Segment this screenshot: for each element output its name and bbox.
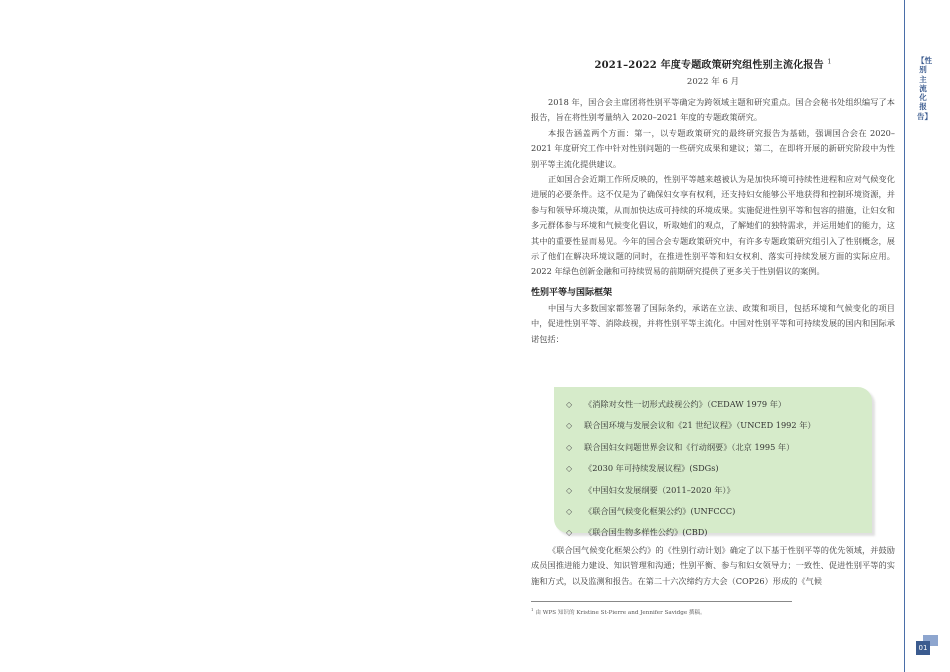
report-date: 2022 年 6 月	[686, 77, 740, 87]
diamond-bullet-icon: ◇	[566, 464, 573, 474]
commitment-item: ◇ 联合国环境与发展会议和《21 世纪议程》（UNCED 1992 年）	[566, 415, 872, 436]
report-content	[531, 52, 895, 347]
diamond-bullet-icon: ◇	[566, 485, 573, 495]
section-heading: 性别平等与国际框架	[531, 287, 613, 298]
commitments-box	[554, 387, 872, 538]
commitment-item: ◇ 《2030 年可持续发展议程》(SDGs)	[566, 458, 872, 479]
page-number: 01	[916, 641, 930, 655]
diamond-bullet-icon: ◇	[566, 528, 573, 538]
diamond-bullet-icon: ◇	[566, 507, 573, 517]
paragraph-scope: 本报告涵盖两个方面：第一，以专题政策研究的最终研究报告为基础，强调国合会在 2020–2021 年度研究工作中针对性别问题的一些研究成果和建议；第二，在即将开展的新研究阶段中为性别平等主流化提供建议。	[531, 127, 895, 169]
diamond-bullet-icon: ◇	[566, 421, 573, 431]
diamond-bullet-icon: ◇	[566, 442, 573, 452]
after-box-content	[531, 543, 895, 589]
commitment-item: ◇ 《联合国生物多样性公约》(CBD)	[566, 522, 872, 543]
paragraph-intro: 2018 年，国合会主席团将性别平等确定为跨领域主题和研究重点。国合会秘书处组织编写了本报告，旨在将性别考量纳入 2020–2021 年度的专题政策研究。	[531, 97, 895, 123]
commitment-item: ◇ 《联合国气候变化框架公约》(UNFCCC)	[566, 501, 872, 522]
diamond-bullet-icon: ◇	[566, 400, 573, 409]
paragraph-gender-action-plan: 《联合国气候变化框架公约》的《性别行动计划》确定了以下基于性别平等的优先领域，并鼓励成员国推进能力建设、知识管理和沟通；性别平衡、参与和妇女领导力；一致性、促进性别平等的实施和方式，以及监测和报告。在第二十六次缔约方大会（COP26）形成的《气候	[531, 545, 895, 586]
paragraph-frameworks: 中国与大多数国家都签署了国际条约，承诺在立法、政策和项目，包括环境和气候变化的项目中，促进性别平等、消除歧视，并将性别平等主流化。中国对性别平等和可持续发展的国内和国际承诺包括：	[531, 302, 895, 344]
commitments-list	[554, 387, 872, 544]
commitment-item: ◇ 联合国妇女问题世界会议和《行动纲要》（北京 1995 年）	[566, 437, 872, 458]
page-edge-line	[904, 0, 905, 672]
report-title: 2021–2022 年度专题政策研究组性别主流化报告 $^1$	[594, 58, 832, 71]
paragraph-context: 正如国合会近期工作所反映的，性别平等越来越被认为是加快环境可持续性进程和应对气候变化进展的必要条件。这不仅是为了确保妇女享有权利，还支持妇女能够公平地获得和控制环境资源，并参与和领导环境决策，从而加快达成可持续的环境成果。实施促进性别平等和包容的措施，让妇女和多元群体参与环境和气候变化倡议，听取她们的观点，了解她们的独特需求，并运用她们的能力，这其中的重要性显而易见。今年的国合会专题政策研究中，有许多专题政策研究组引入了性别概念，展示了他们在解决环境议题的同时，在推进性别平等和妇女权利、落实可持续发展方面的实际应用。2022 年绿色创新金融和可持续贸易的前期研究提供了更多关于性别倡议的案例。	[531, 174, 895, 277]
running-header-label: 【性别主流化报告】	[917, 56, 932, 121]
commitment-item: ◇ 《中国妇女发展纲要（2011–2020 年）》	[566, 480, 872, 501]
footnote: $^1$ 由 WPS 知识的 Kristine St-Pierre and Jennifer Savidge 撰稿。	[531, 607, 706, 616]
footnote-mark: 1	[531, 607, 534, 612]
title-footnote-mark: 1	[827, 58, 832, 66]
commitment-item: ◇ 《消除对女性一切形式歧视公约》（CEDAW 1979 年）	[566, 394, 872, 415]
footnote-divider	[531, 601, 792, 602]
